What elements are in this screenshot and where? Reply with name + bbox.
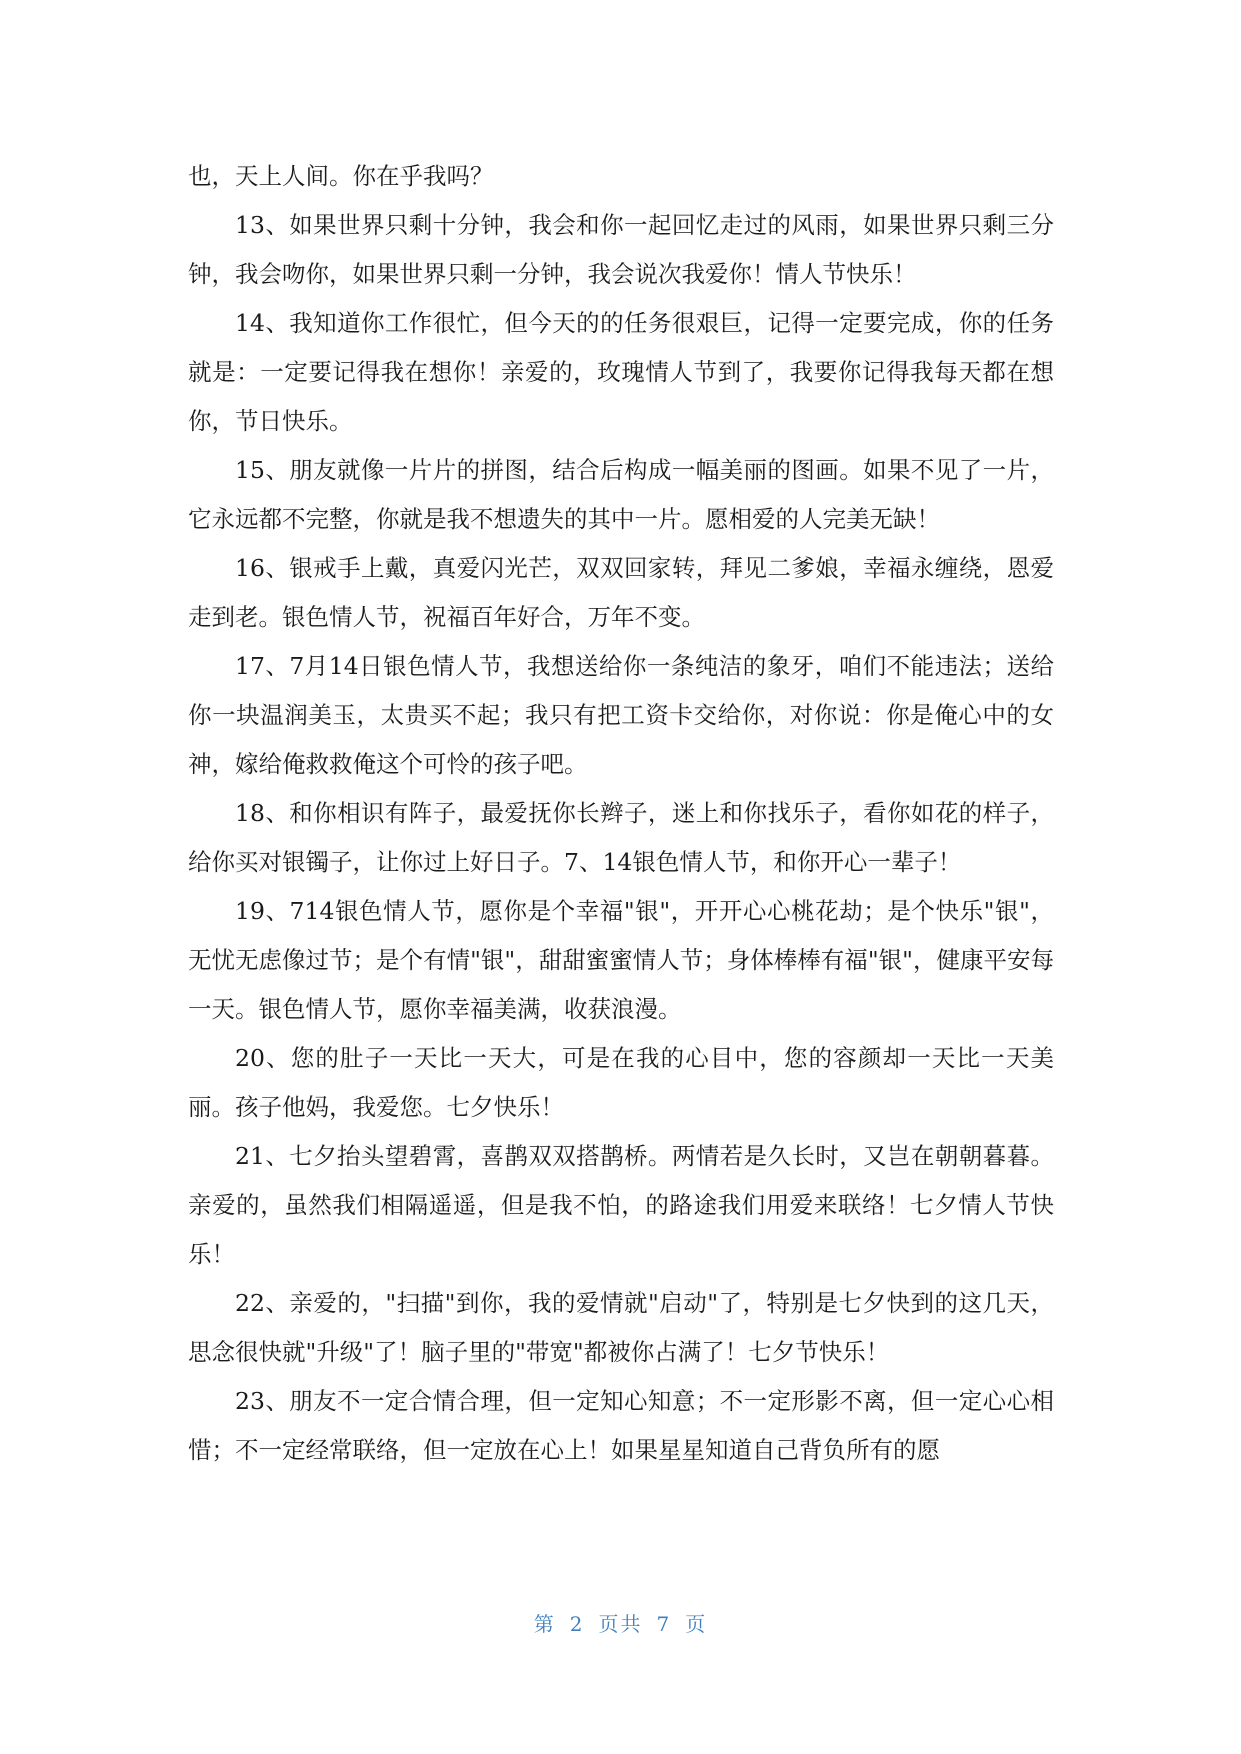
paragraph-18: 18、和你相识有阵子，最爱抚你长辫子，迷上和你找乐子，看你如花的样子，给你买对银镯子，让你过上好日子。7、14银色情人节，和你开心一辈子！ bbox=[188, 799, 1054, 876]
page-footer bbox=[0, 1608, 1241, 1637]
paragraph-16: 16、银戒手上戴，真爱闪光芒，双双回家转，拜见二爹娘，幸福永缠绕，恩爱走到老。银色情人节，祝福百年好合，万年不变。 bbox=[188, 554, 1054, 631]
paragraph-20: 20、您的肚子一天比一天大，可是在我的心目中，您的容颜却一天比一天美丽。孩子他妈，我爱您。七夕快乐！ bbox=[188, 1044, 1054, 1121]
paragraph-21: 21、七夕抬头望碧霄，喜鹊双双搭鹊桥。两情若是久长时，又岂在朝朝暮暮。亲爱的，虽然我们相隔遥遥，但是我不怕，的路途我们用爱来联络！七夕情人节快乐！ bbox=[188, 1142, 1054, 1268]
footer-ye-gong: 页共 bbox=[598, 1612, 643, 1636]
paragraph-14: 14、我知道你工作很忙，但今天的的任务很艰巨，记得一定要完成，你的任务就是：一定要记得我在想你！亲爱的，玫瑰情人节到了，我要你记得我每天都在想你，节日快乐。 bbox=[188, 309, 1054, 435]
footer-page-number: 2 bbox=[569, 1612, 585, 1636]
paragraph-22: 22、亲爱的，"扫描"到你，我的爱情就"启动"了，特别是七夕快到的这几天，思念很快就"升级"了！脑子里的"带宽"都被你占满了！七夕节快乐！ bbox=[188, 1289, 1054, 1366]
paragraph-15: 15、朋友就像一片片的拼图，结合后构成一幅美丽的图画。如果不见了一片，它永远都不完整，你就是我不想遗失的其中一片。愿相爱的人完美无缺！ bbox=[188, 456, 1054, 533]
footer-total-pages: 7 bbox=[656, 1612, 672, 1636]
paragraph-0: 也，天上人间。你在乎我吗？ bbox=[188, 162, 494, 190]
footer-ye: 页 bbox=[685, 1612, 708, 1636]
paragraph-17: 17、7月14日银色情人节，我想送给你一条纯洁的象牙，咱们不能违法；送给你一块温润美玉，太贵买不起；我只有把工资卡交给你，对你说：你是俺心中的女神，嫁给俺救救俺这个可怜的孩子吧。 bbox=[188, 652, 1054, 778]
footer-di: 第 bbox=[533, 1612, 556, 1636]
document-body bbox=[188, 152, 1054, 1475]
paragraph-19: 19、714银色情人节，愿你是个幸福"银"，开开心心桃花劫；是个快乐"银"，无忧无虑像过节；是个有情"银"，甜甜蜜蜜情人节；身体棒棒有福"银"，健康平安每一天。银色情人节，愿你幸福美满，收获浪漫。 bbox=[188, 897, 1054, 1023]
paragraph-23: 23、朋友不一定合情合理，但一定知心知意；不一定形影不离，但一定心心相惜；不一定经常联络，但一定放在心上！如果星星知道自己背负所有的愿 bbox=[188, 1387, 1054, 1464]
paragraph-13: 13、如果世界只剩十分钟，我会和你一起回忆走过的风雨，如果世界只剩三分钟，我会吻你，如果世界只剩一分钟，我会说次我爱你！情人节快乐！ bbox=[188, 211, 1054, 288]
